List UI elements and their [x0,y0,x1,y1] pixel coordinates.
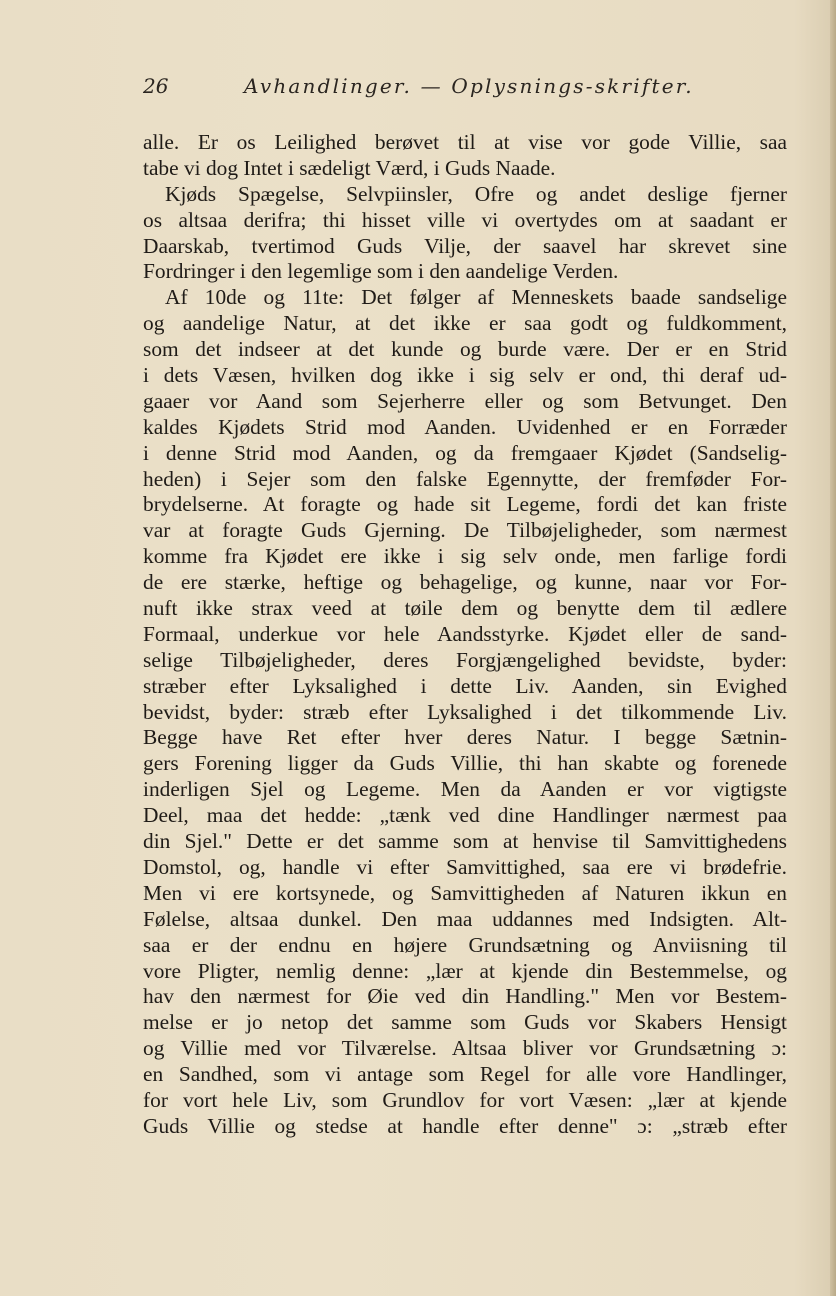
text-line: tabe vi dog Intet i sædeligt Værd, i Guds Naade. [143,155,556,180]
text-line: kaldes Kjødets Strid mod Aanden. Uvidenhed er en Forræder [143,414,787,439]
body-text [143,130,787,1140]
text-line: bevidst, byder: stræb efter Lyksalighed i det tilkommende Liv. [143,699,787,724]
text-line: gaaer vor Aand som Sejerherre eller og som Betvunget. Den [143,388,787,413]
text-line: en Sandhed, som vi antage som Regel for alle vore Handlinger, [143,1062,787,1087]
text-line: Men vi ere kortsynede, og Samvittigheden af Naturen ikkun en [143,880,787,905]
text-line: Kjøds Spægelse, Selvpiinsler, Ofre og andet deslige fjerner [165,181,787,206]
text-line: saa er der endnu en højere Grundsætning og Anviisning til [143,932,787,957]
text-line: heden) i Sejer som den falske Egennytte, der fremføder For- [143,466,787,491]
running-head: Avhandlinger. — Oplysnings-skrifter. [244,74,694,98]
text-line: Af 10de og 11te: Det følger af Menneskets baade sandselige [165,285,787,310]
text-line: Guds Villie og stedse at handle efter denne" ɔ: „stræb efter [143,1113,787,1138]
text-line: Følelse, altsaa dunkel. Den maa uddannes med Indsigten. Alt- [143,906,787,931]
text-line: alle. Er os Leilighed berøvet til at vise vor gode Villie, saa [143,130,787,154]
text-line: var at foragte Guds Gjerning. De Tilbøjeligheder, som nærmest [143,518,787,543]
text-line: de ere stærke, heftige og behagelige, og kunne, naar vor For- [143,570,787,595]
text-line: gers Forening ligger da Guds Villie, thi han skabte og forenede [143,751,787,776]
text-line: som det indseer at det kunde og burde være. Der er en Strid [143,337,787,362]
text-line: Deel, maa det hedde: „tænk ved dine Handlinger nærmest paa [143,803,787,828]
text-line: stræber efter Lyksalighed i dette Liv. Aanden, sin Evighed [143,673,787,698]
text-line: i denne Strid mod Aanden, og da fremgaaer Kjødet (Sandselig- [143,440,787,465]
text-line: for vort hele Liv, som Grundlov for vort Væsen: „lær at kjende [143,1087,787,1112]
text-line: i dets Væsen, hvilken dog ikke i sig selv er ond, thi deraf ud- [143,363,787,388]
text-line: Daarskab, tvertimod Guds Vilje, der saavel har skrevet sine [143,233,787,258]
text-line: komme fra Kjødet ere ikke i sig selv onde, men farlige fordi [143,544,787,569]
text-line: Fordringer i den legemlige som i den aandelige Verden. [143,259,619,284]
text-line: og aandelige Natur, at det ikke er saa godt og fuldkomment, [143,311,787,336]
text-line: os altsaa derifra; thi hisset ville vi overtydes om at saadant er [143,207,787,232]
text-line: melse er jo netop det samme som Guds vor Skabers Hensigt [143,1010,787,1035]
text-line: hav den nærmest for Øie ved din Handling." Men vor Bestem- [143,984,787,1009]
text-line: din Sjel." Dette er det samme som at henvise til Samvittighedens [143,829,787,854]
text-line: inderligen Sjel og Legeme. Men da Aanden er vor vigtigste [143,777,787,802]
text-line: og Villie med vor Tilværelse. Altsaa bliver vor Grundsætning ɔ: [143,1036,787,1061]
page-number: 26 [143,74,169,98]
text-line: selige Tilbøjeligheder, deres Forgjængelighed bevidste, byder: [143,647,787,672]
page-header [143,74,703,106]
text-line: Domstol, og, handle vi efter Samvittighed, saa ere vi brødefrie. [143,854,787,879]
text-line: Formaal, underkue vor hele Aandsstyrke. Kjødet eller de sand- [143,621,787,646]
text-line: nuft ikke strax veed at tøile dem og benytte dem til ædlere [143,596,787,621]
page-edge [830,0,836,1296]
text-line: Begge have Ret efter hver deres Natur. I begge Sætnin- [143,725,787,750]
text-line: brydelserne. At foragte og hade sit Legeme, fordi det kan friste [143,492,787,517]
text-line: vore Pligter, nemlig denne: „lær at kjende din Bestemmelse, og [143,958,787,983]
